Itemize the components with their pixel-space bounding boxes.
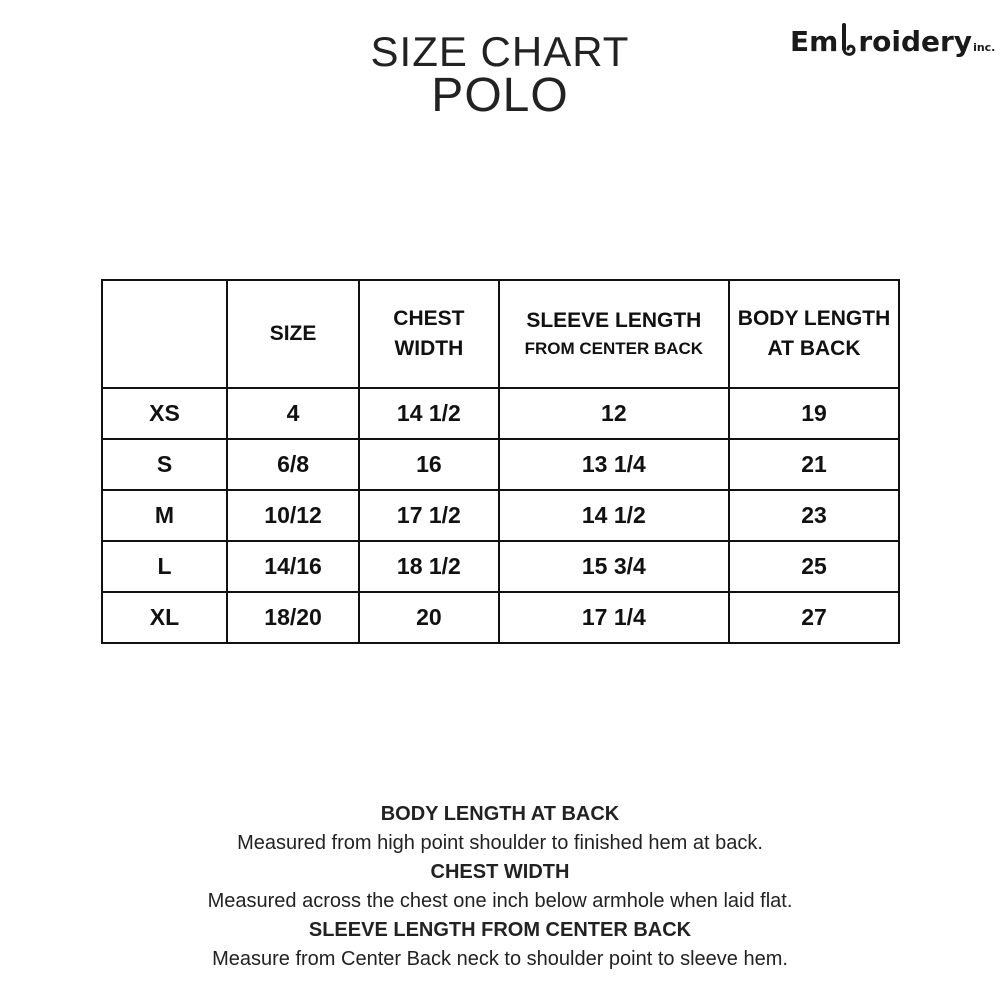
body-length-cell: 25 — [729, 541, 899, 592]
brand-logo — [790, 22, 996, 66]
column-header-label: SIZE — [269, 322, 317, 345]
size-cell: 6/8 — [227, 439, 359, 490]
column-header-empty — [102, 280, 227, 388]
chest-width-cell: 16 — [359, 439, 498, 490]
column-header-size — [227, 280, 359, 388]
chest-width-cell: 14 1/2 — [359, 388, 498, 439]
chest-width-cell: 17 1/2 — [359, 490, 498, 541]
body-length-cell: 21 — [729, 439, 899, 490]
logo-inc: inc. — [973, 41, 996, 54]
chest-width-cell: 18 1/2 — [359, 541, 498, 592]
note-heading: BODY LENGTH AT BACK — [380, 803, 620, 825]
table-row — [102, 439, 899, 490]
body-length-cell: 23 — [729, 490, 899, 541]
table-row — [102, 541, 899, 592]
size-cell: 18/20 — [227, 592, 359, 643]
size-cell: 4 — [227, 388, 359, 439]
note-text: Measure from Center Back neck to shoulder point to sleeve hem. — [212, 948, 788, 970]
size-label-cell: S — [102, 439, 227, 490]
body-length-cell: 27 — [729, 592, 899, 643]
size-label-cell: XL — [102, 592, 227, 643]
size-label-cell: XS — [102, 388, 227, 439]
column-header-label: CHEST WIDTH — [393, 307, 465, 360]
logo-text-prefix: Em — [790, 25, 839, 58]
sleeve-length-cell: 13 1/4 — [499, 439, 729, 490]
sleeve-length-cell: 15 3/4 — [499, 541, 729, 592]
chest-width-cell: 20 — [359, 592, 498, 643]
table-row — [102, 592, 899, 643]
page-subtitle: POLO — [431, 69, 569, 122]
logo-text-suffix: roidery — [858, 25, 973, 58]
body-length-cell: 19 — [729, 388, 899, 439]
column-header-label: BODY LENGTH AT BACK — [737, 307, 891, 360]
size-chart-table — [101, 279, 900, 644]
sleeve-length-cell: 12 — [499, 388, 729, 439]
note-heading: CHEST WIDTH — [430, 861, 570, 883]
size-cell: 14/16 — [227, 541, 359, 592]
column-header-sleeve-length — [499, 280, 729, 388]
size-label-cell: M — [102, 490, 227, 541]
size-cell: 10/12 — [227, 490, 359, 541]
page-title: SIZE CHART — [370, 28, 630, 75]
column-header-label: SLEEVE LENGTH — [526, 309, 702, 332]
needle-icon — [838, 23, 858, 57]
column-header-sublabel: FROM CENTER BACK — [524, 339, 704, 358]
size-label-cell: L — [102, 541, 227, 592]
column-header-body-length — [729, 280, 899, 388]
note-text: Measured from high point shoulder to finished hem at back. — [237, 832, 763, 854]
sleeve-length-cell: 17 1/4 — [499, 592, 729, 643]
measurement-notes — [0, 800, 1000, 974]
table-row — [102, 490, 899, 541]
note-heading: SLEEVE LENGTH FROM CENTER BACK — [308, 919, 692, 941]
table-header-row — [102, 280, 899, 388]
column-header-chest-width — [359, 280, 498, 388]
note-text: Measured across the chest one inch below armhole when laid flat. — [207, 890, 793, 912]
sleeve-length-cell: 14 1/2 — [499, 490, 729, 541]
table-row — [102, 388, 899, 439]
